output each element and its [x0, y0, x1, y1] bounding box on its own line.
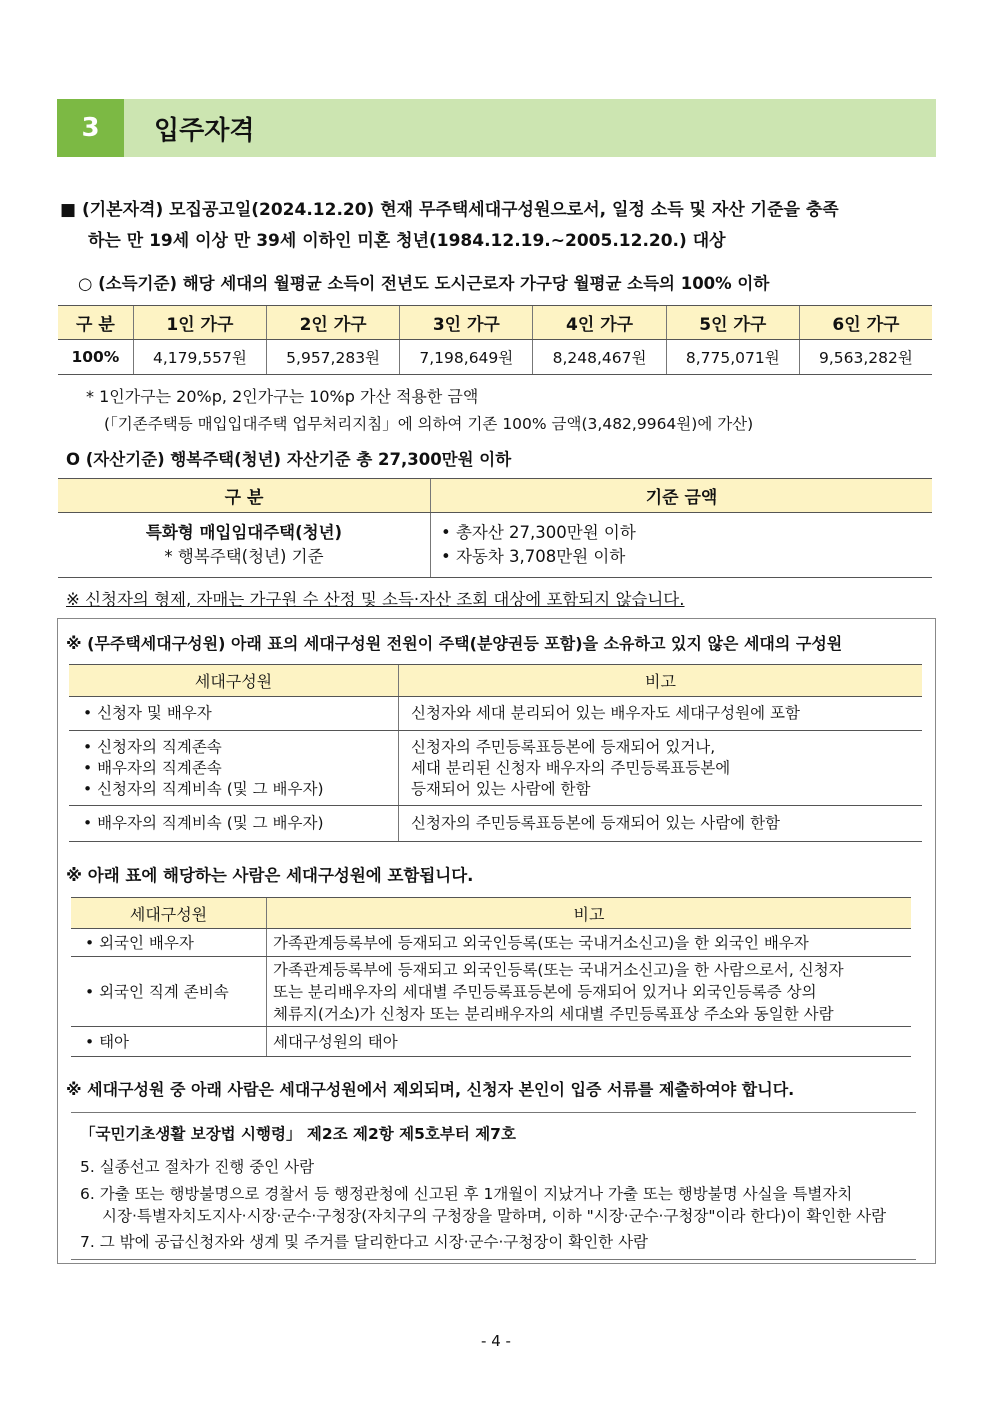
- col-header: 비고: [399, 665, 923, 697]
- note-text: 신청자의 주민등록표등본에 등재되어 있거나,: [411, 737, 716, 756]
- table-cell: [399, 697, 923, 731]
- note-text: 신청자의 주민등록표등본에 등재되어 있는 사람에 한함: [411, 814, 781, 832]
- table-row: [58, 513, 932, 578]
- divider: [71, 1112, 916, 1113]
- excluded-heading: ※ 세대구성원 중 아래 사람은 세대구성원에서 제외되며, 신청자 본인이 입증 서류를 제출하여야 합니다.: [66, 1080, 795, 1099]
- col-header: 세대구성원: [69, 665, 399, 697]
- table-cell: [267, 929, 912, 957]
- law-reference: 「국민기초생활 보장법 시행령」 제2조 제2항 제5호부터 제7호: [80, 1125, 516, 1143]
- table-cell: 8,248,467원: [533, 340, 666, 375]
- member-text: • 배우자의 직계비속 (및 그 배우자): [83, 814, 324, 832]
- household-header-row: [69, 665, 922, 697]
- included-header-row: [71, 898, 911, 929]
- table-row: [69, 731, 922, 806]
- note-text: 체류지(거소)가 신청자 또는 분리배우자의 세대별 주민등록표상 주소와 동일한 사람: [273, 1004, 834, 1023]
- table-cell: 4,179,557원: [133, 340, 266, 375]
- table-cell: [399, 806, 923, 842]
- col-header: 2인 가구: [267, 306, 400, 340]
- included-table: [71, 897, 911, 1057]
- table-cell: [69, 697, 399, 731]
- col-header: 5인 가구: [666, 306, 799, 340]
- list-item: 7. 그 밖에 공급신청자와 생계 및 주거를 달리한다고 시장·군수·구청장이 확인한 사람: [80, 1233, 649, 1251]
- table-cell: 9,563,282원: [799, 340, 932, 375]
- col-header: 구 분: [58, 306, 133, 340]
- list-item: • 자동차 3,708만원 이하: [441, 547, 626, 566]
- note-text: 신청자와 세대 분리되어 있는 배우자도 세대구성원에 포함: [411, 704, 800, 722]
- asset-type-main: 특화형 매입임대주택(청년): [145, 523, 343, 542]
- section-title: 입주자격: [154, 115, 255, 146]
- table-cell: [69, 731, 399, 806]
- note-text: 가족관계등록부에 등재되고 외국인등록(또는 국내거소신고)을 한 외국인 배우자: [273, 933, 809, 952]
- section-number: 3: [57, 99, 124, 157]
- table-cell: 8,775,071원: [666, 340, 799, 375]
- table-row: [58, 340, 932, 375]
- table-cell: 7,198,649원: [400, 340, 533, 375]
- member-text: • 신청자의 직계비속 (및 그 배우자): [83, 779, 324, 798]
- household-table: [69, 664, 922, 842]
- section-header: [124, 99, 936, 157]
- table-cell: 5,957,283원: [267, 340, 400, 375]
- table-row: [71, 957, 911, 1027]
- table-cell: [399, 731, 923, 806]
- col-header: 구 분: [58, 479, 431, 513]
- table-cell: • 외국인 직계 존비속: [71, 957, 267, 1027]
- note-text: 세대 분리된 신청자 배우자의 주민등록표등본에: [411, 758, 731, 777]
- col-header: 세대구성원: [71, 898, 267, 929]
- basic-qualification: [60, 195, 839, 220]
- col-header: 비고: [267, 898, 912, 929]
- income-heading: ○ (소득기준) 해당 세대의 월평균 소득이 전년도 도시근로자 가구당 월평균 소득의 100% 이하: [78, 274, 770, 293]
- table-row: [71, 1027, 911, 1057]
- divider: [71, 1259, 916, 1260]
- income-header-row: [58, 306, 932, 340]
- note-text: 또는 분리배우자의 세대별 주민등록표등본에 등재되어 있거나 외국인등록증 상의: [273, 982, 817, 1001]
- asset-heading: O (자산기준) 행복주택(청년) 자산기준 총 27,300만원 이하: [66, 450, 512, 469]
- income-note-2: (「기존주택등 매입입대주택 업무처리지침」에 의하여 기존 100% 금액(3,482,9964원)에 가산): [104, 415, 754, 433]
- table-row: [69, 806, 922, 842]
- table-cell: [267, 957, 912, 1027]
- member-text: • 배우자의 직계존속: [83, 758, 222, 777]
- list-item: 6. 가출 또는 행방불명으로 경찰서 등 행정관청에 신고된 후 1개월이 지났거나 가출 또는 행방불명 사실을 특별자치: [80, 1185, 853, 1203]
- asset-limit-cell: [431, 513, 933, 578]
- note-text: 등재되어 있는 사람에 한함: [411, 779, 591, 798]
- table-row: [69, 697, 922, 731]
- page-number: - 4 -: [481, 1332, 511, 1350]
- member-text: • 신청자 및 배우자: [83, 704, 212, 722]
- income-note-1: * 1인가구는 20%p, 2인가구는 10%p 가산 적용한 금액: [86, 387, 479, 406]
- asset-header-row: [58, 479, 932, 513]
- table-cell: 100%: [58, 340, 133, 375]
- table-cell: [69, 806, 399, 842]
- col-header: 6인 가구: [799, 306, 932, 340]
- col-header: 1인 가구: [133, 306, 266, 340]
- member-text: • 신청자의 직계존속: [83, 737, 222, 756]
- basic-line-2: 하는 만 19세 이상 만 39세 이하인 미혼 청년(1984.12.19.~2005.12.20.) 대상: [88, 231, 726, 251]
- asset-type-cell: [58, 513, 431, 578]
- list-item-continued: 시장·특별자치도지사·시장·군수·구청장(자치구의 구청장을 말하며, 이하 "시장·군수·구청장"이라 한다)이 확인한 사람: [102, 1207, 887, 1225]
- asset-type-sub: * 행복주택(청년) 기준: [164, 547, 324, 566]
- household-heading: ※ (무주택세대구성원) 아래 표의 세대구성원 전원이 주택(분양권등 포함)을 소유하고 있지 않은 세대의 구성원: [66, 634, 843, 653]
- table-row: [71, 929, 911, 957]
- table-cell: [267, 1027, 912, 1057]
- col-header: 기준 금액: [431, 479, 933, 513]
- table-cell: • 태아: [71, 1027, 267, 1057]
- included-heading: ※ 아래 표에 해당하는 사람은 세대구성원에 포함됩니다.: [66, 866, 474, 885]
- asset-table: [58, 478, 932, 578]
- col-header: 3인 가구: [400, 306, 533, 340]
- income-table: [58, 305, 932, 375]
- list-item: 5. 실종선고 절차가 진행 중인 사람: [80, 1158, 315, 1176]
- note-text: 세대구성원의 태아: [273, 1032, 398, 1051]
- square-bullet-icon: ■: [60, 200, 77, 220]
- list-item: • 총자산 27,300만원 이하: [441, 523, 636, 542]
- siblings-note: ※ 신청자의 형제, 자매는 가구원 수 산정 및 소득·자산 조회 대상에 포함되지 않습니다.: [66, 590, 685, 609]
- basic-line-1: (기본자격) 모집공고일(2024.12.20) 현재 무주택세대구성원으로서, 일정 소득 및 자산 기준을 충족: [81, 200, 839, 220]
- col-header: 4인 가구: [533, 306, 666, 340]
- note-text: 가족관계등록부에 등재되고 외국인등록(또는 국내거소신고)을 한 사람으로서, 신청자: [273, 960, 844, 979]
- table-cell: • 외국인 배우자: [71, 929, 267, 957]
